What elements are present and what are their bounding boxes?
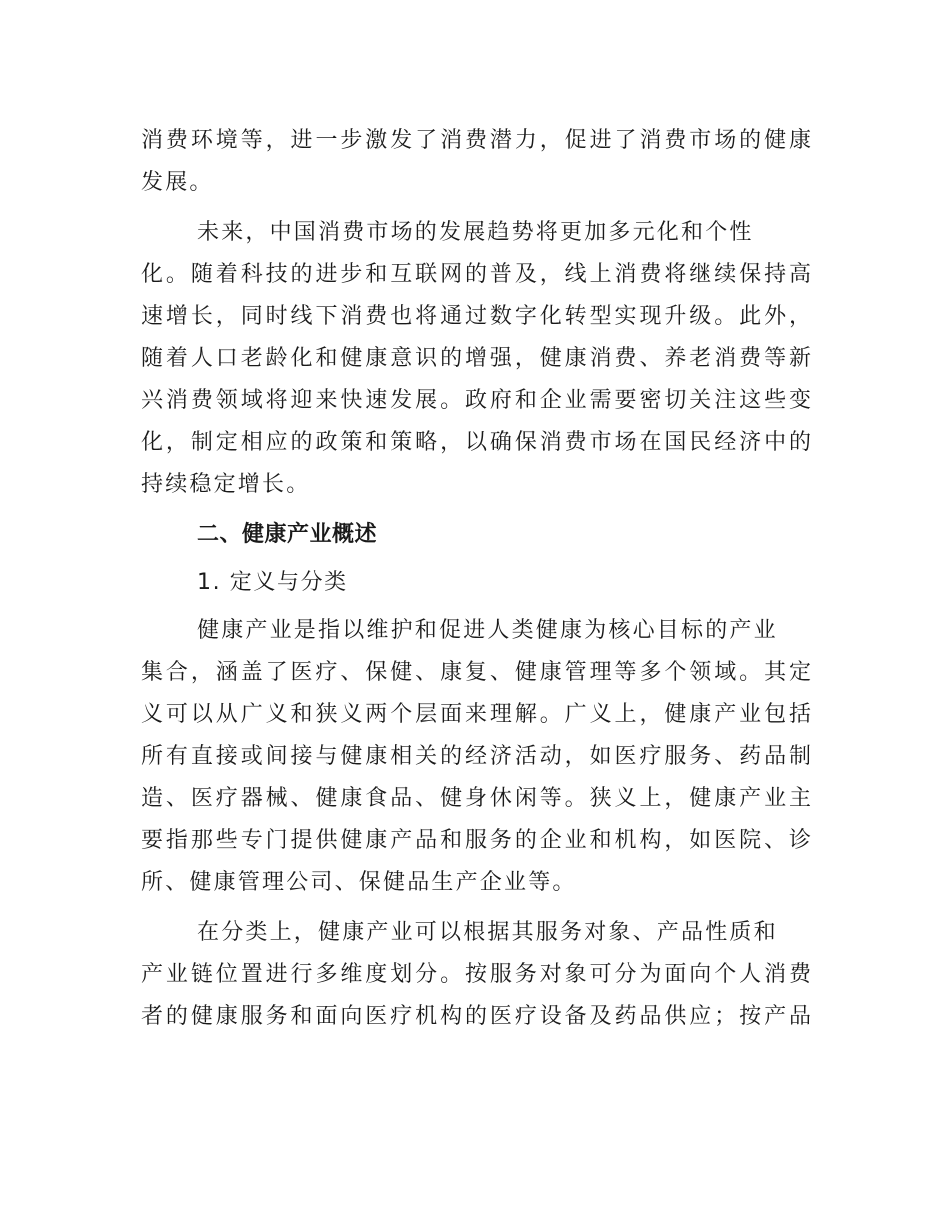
section-heading: 二、健康产业概述 (197, 522, 378, 547)
paragraph-line: 消费环境等，进一步激发了消费潜力，促进了消费市场的健康 (141, 128, 811, 153)
paragraph-line: 随着人口老龄化和健康意识的增强，健康消费、养老消费等新 (141, 346, 811, 371)
paragraph-line: 产业链位置进行多维度划分。按服务对象可分为面向个人消费 (141, 962, 811, 987)
document-body (141, 120, 811, 1038)
paragraph-line: 所、健康管理公司、保健品生产企业等。 (141, 870, 577, 895)
paragraph-line: 所有直接或间接与健康相关的经济活动，如医疗服务、药品制 (141, 744, 811, 769)
paragraph-line: 要指那些专门提供健康产品和服务的企业和机构，如医院、诊 (141, 828, 811, 853)
paragraph-line: 造、医疗器械、健康食品、健身休闲等。狭义上，健康产业主 (141, 786, 811, 811)
paragraph-line: 集合，涵盖了医疗、保健、康复、健康管理等多个领域。其定 (141, 660, 811, 685)
paragraph-line: 健康产业是指以维护和促进人类健康为核心目标的产业 (197, 618, 778, 643)
paragraph-line: 化，制定相应的政策和策略，以确保消费市场在国民经济中的 (141, 430, 811, 455)
paragraph-line: 者的健康服务和面向医疗机构的医疗设备及药品供应；按产品 (141, 1004, 811, 1029)
paragraph-line: 在分类上，健康产业可以根据其服务对象、产品性质和 (197, 920, 778, 945)
paragraph-line: 持续稳定增长。 (141, 472, 311, 497)
paragraph-line: 义可以从广义和狭义两个层面来理解。广义上，健康产业包括 (141, 702, 811, 727)
subsection-heading: 1. 定义与分类 (197, 570, 348, 595)
paragraph-line: 兴消费领域将迎来快速发展。政府和企业需要密切关注这些变 (141, 388, 811, 413)
paragraph-line: 化。随着科技的进步和互联网的普及，线上消费将继续保持高 (141, 262, 811, 287)
paragraph-line: 发展。 (141, 170, 214, 195)
paragraph-line: 未来，中国消费市场的发展趋势将更加多元化和个性 (197, 220, 754, 245)
paragraph-line: 速增长，同时线下消费也将通过数字化转型实现升级。此外， (141, 304, 811, 329)
